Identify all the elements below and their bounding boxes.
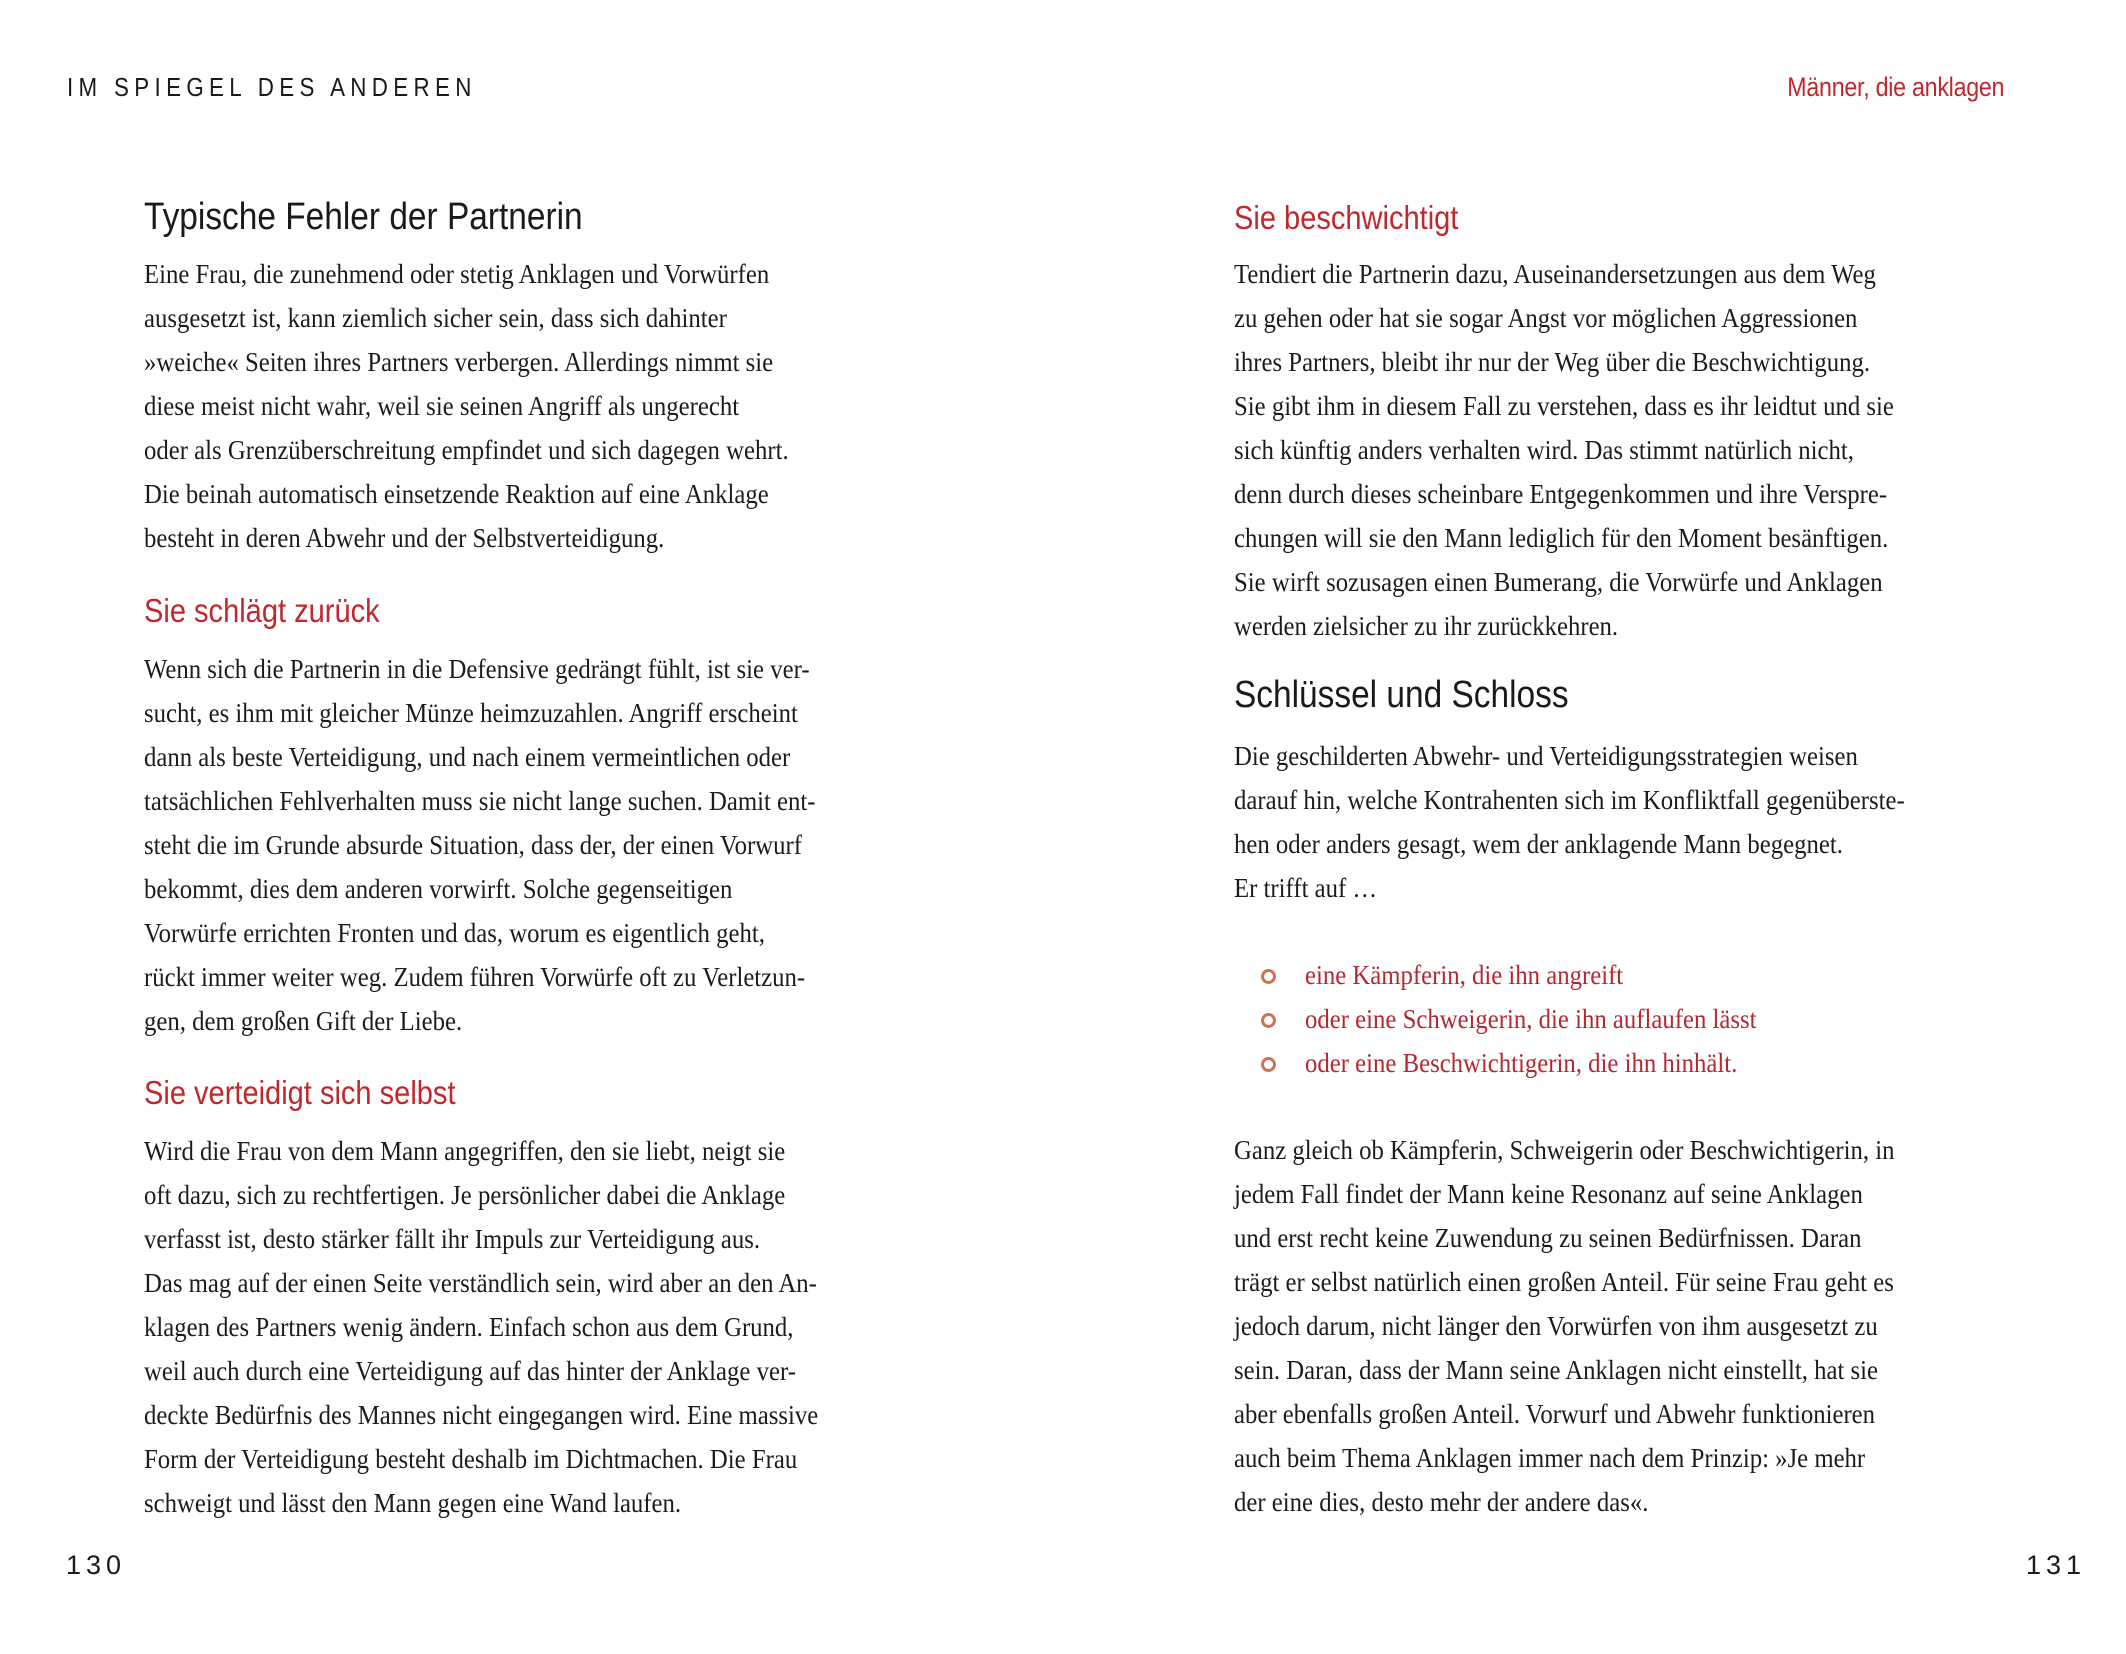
text-line: sein. Daran, dass der Mann seine Anklagen nicht einstellt, hat sie <box>1234 1354 1879 1385</box>
text-line: zu gehen oder hat sie sogar Angst vor möglichen Aggressionen <box>1234 302 1858 333</box>
text-line: Vorwürfe errichten Fronten und das, worum es eigentlich geht, <box>144 917 765 948</box>
text-line: »weiche« Seiten ihres Partners verbergen. Allerdings nimmt sie <box>144 346 774 377</box>
text-line: sich künftig anders verhalten wird. Das stimmt natürlich nicht, <box>1234 434 1854 465</box>
text-line: oder als Grenzüberschreitung empfindet und sich dagegen wehrt. <box>144 434 789 465</box>
text-line: bekommt, dies dem anderen vorwirft. Solche gegenseitigen <box>144 873 733 904</box>
ring-bullet-icon <box>1261 969 1276 984</box>
text-line: chungen will sie den Mann lediglich für den Moment besänftigen. <box>1234 522 1889 553</box>
text-line: der eine dies, desto mehr der andere das«. <box>1234 1486 1649 1517</box>
text-line: aber ebenfalls großen Anteil. Vorwurf und Abwehr funktionieren <box>1234 1398 1876 1429</box>
right-page <box>1063 0 2126 1654</box>
list-item-text: oder eine Schweigerin, die ihn auflaufen lässt <box>1305 1003 1757 1034</box>
paragraph <box>1234 252 1967 648</box>
text-line: hen oder anders gesagt, wem der anklagende Mann begegnet. <box>1234 828 1843 859</box>
running-head-section: Männer, die anklagen <box>1787 72 2004 102</box>
text-line: Eine Frau, die zunehmend oder stetig Anklagen und Vorwürfen <box>144 258 770 289</box>
page-number: 131 <box>2025 1550 2086 1580</box>
text-line: und erst recht keine Zuwendung zu seinen Bedürfnissen. Daran <box>1234 1222 1862 1253</box>
bullet-list <box>1234 953 1807 1085</box>
list-item <box>1234 997 1807 1041</box>
text-line: werden zielsicher zu ihr zurückkehren. <box>1234 610 1619 641</box>
text-line: auch beim Thema Anklagen immer nach dem Prinzip: »Je mehr <box>1234 1442 1866 1473</box>
text-line: deckte Bedürfnis des Mannes nicht eingegangen wird. Eine massive <box>144 1399 819 1430</box>
running-head-chapter: IM SPIEGEL DES ANDEREN <box>67 72 477 102</box>
text-line: darauf hin, welche Kontrahenten sich im Konfliktfall gegenüberste- <box>1234 784 1905 815</box>
text-line: verfasst ist, desto stärker fällt ihr Impuls zur Verteidigung aus. <box>144 1223 761 1254</box>
paragraph <box>1234 1128 1968 1524</box>
text-line: Sie wirft sozusagen einen Bumerang, die Vorwürfe und Anklagen <box>1234 566 1883 597</box>
text-line: Ganz gleich ob Kämpferin, Schweigerin oder Beschwichtigerin, in <box>1234 1134 1895 1165</box>
text-line: Wenn sich die Partnerin in die Defensive gedrängt fühlt, ist sie ver- <box>144 653 810 684</box>
text-line: Sie gibt ihm in diesem Fall zu verstehen, dass es ihr leidtut und sie <box>1234 390 1894 421</box>
text-line: diese meist nicht wahr, weil sie seinen Angriff als ungerecht <box>144 390 740 421</box>
list-item-text: oder eine Beschwichtigerin, die ihn hinhält. <box>1305 1047 1738 1078</box>
text-line: jedoch darum, nicht länger den Vorwürfen von ihm ausgesetzt zu <box>1234 1310 1878 1341</box>
section-heading: Schlüssel und Schloss <box>1234 674 1569 716</box>
text-line: schweigt und lässt den Mann gegen eine Wand laufen. <box>144 1487 682 1518</box>
text-line: Die beinah automatisch einsetzende Reaktion auf eine Anklage <box>144 478 769 509</box>
text-line: Form der Verteidigung besteht deshalb im Dichtmachen. Die Frau <box>144 1443 798 1474</box>
text-line: ihres Partners, bleibt ihr nur der Weg über die Beschwichtigung. <box>1234 346 1871 377</box>
text-line: ausgesetzt ist, kann ziemlich sicher sein, dass sich dahinter <box>144 302 727 333</box>
paragraph <box>144 647 890 1043</box>
list-item-text: eine Kämpferin, die ihn angreift <box>1305 959 1624 990</box>
text-line: besteht in deren Abwehr und der Selbstverteidigung. <box>144 522 665 553</box>
list-item <box>1234 953 1807 997</box>
page-number: 130 <box>66 1550 127 1580</box>
subsection-heading: Sie schlägt zurück <box>144 592 380 629</box>
text-line: Das mag auf der einen Seite verständlich sein, wird aber an den An- <box>144 1267 817 1298</box>
paragraph <box>1234 734 1979 910</box>
text-line: Die geschilderten Abwehr- und Verteidigungsstrategien weisen <box>1234 740 1858 771</box>
text-line: oft dazu, sich zu rechtfertigen. Je persönlicher dabei die Anklage <box>144 1179 786 1210</box>
text-line: trägt er selbst natürlich einen großen Anteil. Für seine Frau geht es <box>1234 1266 1894 1297</box>
paragraph <box>144 1129 893 1525</box>
text-line: Wird die Frau von dem Mann angegriffen, den sie liebt, neigt sie <box>144 1135 786 1166</box>
section-heading: Typische Fehler der Partnerin <box>144 196 583 238</box>
text-line: tatsächlichen Fehlverhalten muss sie nicht lange suchen. Damit ent- <box>144 785 816 816</box>
text-line: steht die im Grunde absurde Situation, dass der, der einen Vorwurf <box>144 829 802 860</box>
subsection-heading: Sie verteidigt sich selbst <box>144 1074 456 1111</box>
text-line: gen, dem großen Gift der Liebe. <box>144 1005 463 1036</box>
ring-bullet-icon <box>1261 1013 1276 1028</box>
text-line: weil auch durch eine Verteidigung auf das hinter der Anklage ver- <box>144 1355 796 1386</box>
text-line: klagen des Partners wenig ändern. Einfach schon aus dem Grund, <box>144 1311 794 1342</box>
subsection-heading: Sie beschwichtigt <box>1234 199 1459 236</box>
paragraph <box>144 252 860 560</box>
text-line: denn durch dieses scheinbare Entgegenkommen und ihre Verspre- <box>1234 478 1888 509</box>
text-line: Tendiert die Partnerin dazu, Auseinandersetzungen aus dem Weg <box>1234 258 1876 289</box>
text-line: dann als beste Verteidigung, und nach einem vermeintlichen oder <box>144 741 791 772</box>
text-line: rückt immer weiter weg. Zudem führen Vorwürfe oft zu Verletzun- <box>144 961 806 992</box>
ring-bullet-icon <box>1261 1057 1276 1072</box>
text-line: sucht, es ihm mit gleicher Münze heimzuzahlen. Angriff erscheint <box>144 697 798 728</box>
text-line: Er trifft auf … <box>1234 872 1378 903</box>
list-item <box>1234 1041 1807 1085</box>
text-line: jedem Fall findet der Mann keine Resonanz auf seine Anklagen <box>1234 1178 1863 1209</box>
